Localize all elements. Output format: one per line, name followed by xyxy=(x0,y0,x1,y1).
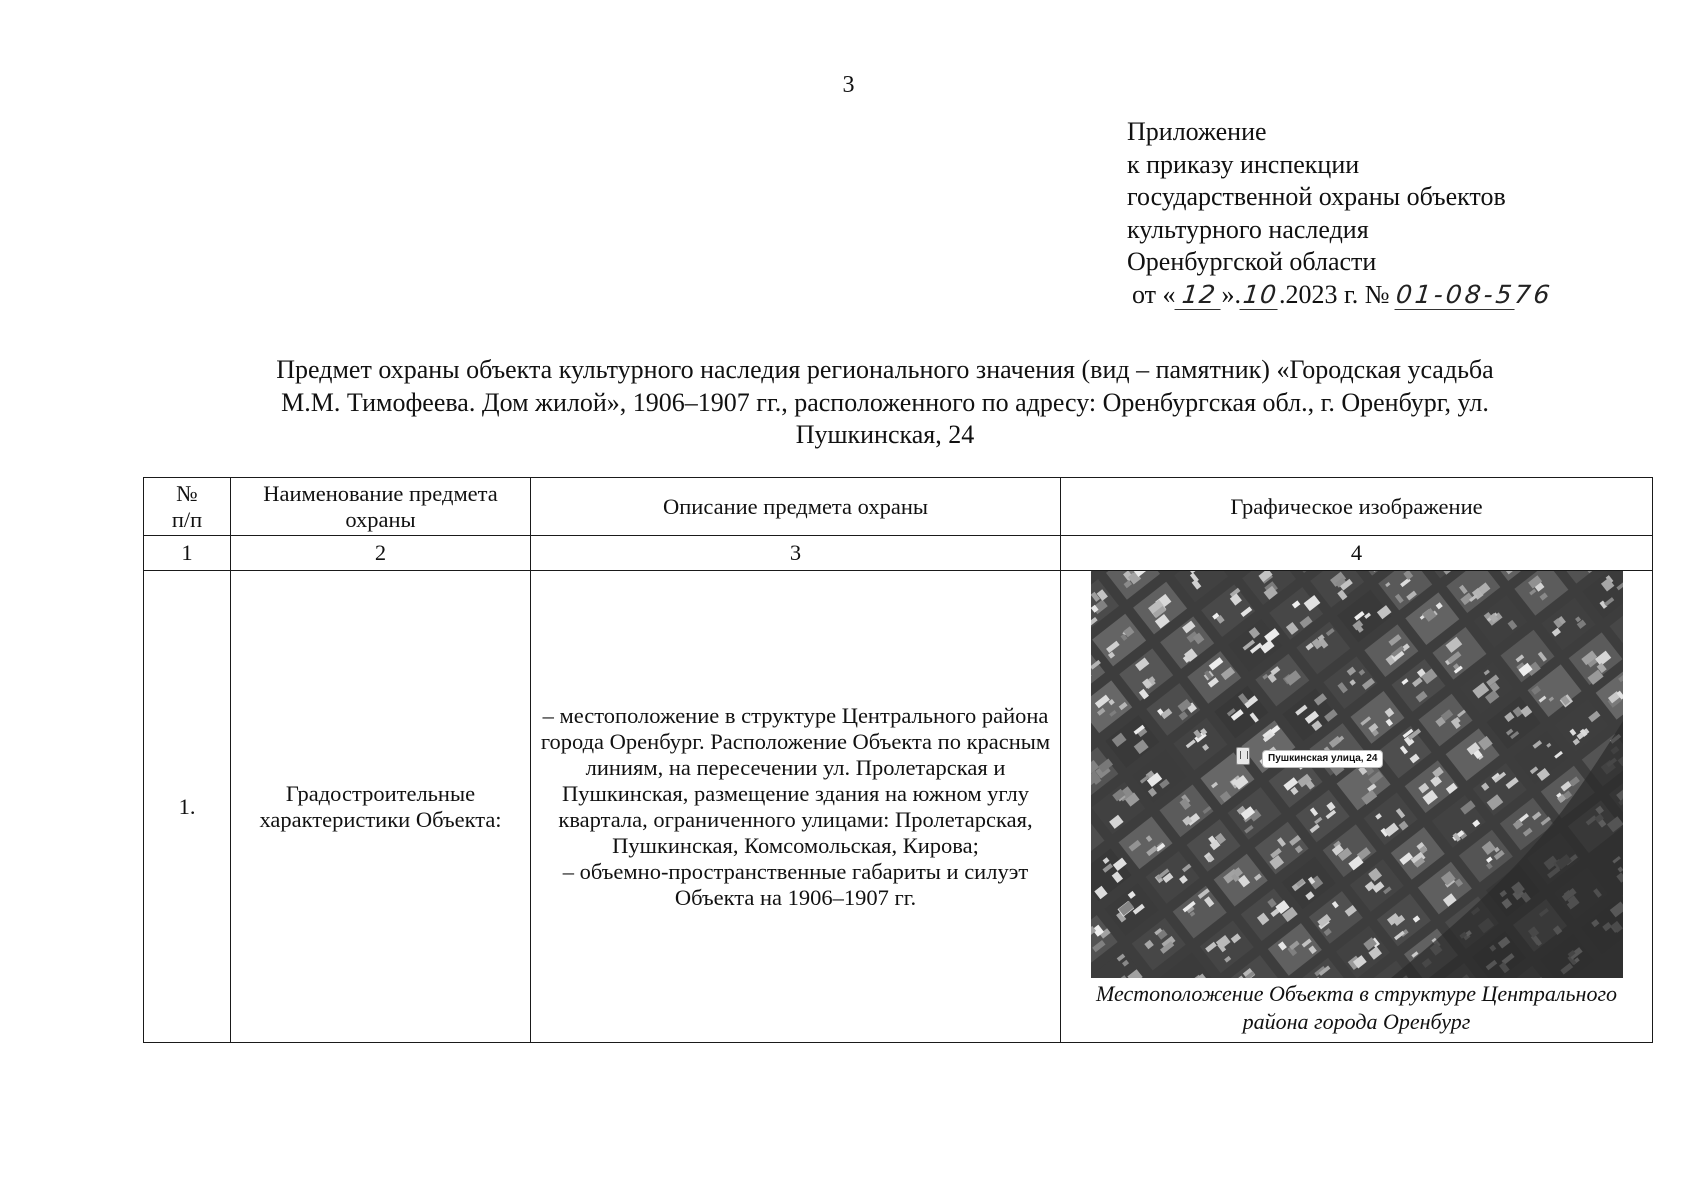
date-prefix: от « xyxy=(1132,279,1176,309)
map-address-label: Пушкинская улица, 24 xyxy=(1262,750,1383,768)
document-title xyxy=(210,354,1560,452)
appendix-line: культурного наследия xyxy=(1127,214,1369,244)
handwritten-order-number: 01-08-576 xyxy=(1394,279,1555,309)
title-line: Пушкинская, 24 xyxy=(795,420,975,449)
table-header-row xyxy=(144,478,1653,536)
description-item: – местоположение в структуре Центрального района города Оренбург. Расположение Объекта по красным линиям, на пересечении ул. Пролетарская и Пушкинская, размещение здания на южном углу квартала, ограниченного улицами: Пролетарская, Пушкинская, Комсомольская, Кирова; xyxy=(540,702,1051,858)
protection-table xyxy=(143,477,1653,1043)
image-caption: Местоположение Объекта в структуре Центрального района города Оренбург xyxy=(1095,981,1618,1034)
protection-subject-name: Градостроительные характеристики Объекта: xyxy=(231,571,531,1043)
header-name: Наименование предмета охраны xyxy=(231,478,531,536)
column-number: 3 xyxy=(531,536,1061,571)
map-texture xyxy=(1091,571,1623,978)
appendix-line: к приказу инспекции xyxy=(1127,149,1360,179)
description-item: – объемно-пространственные габариты и силуэт Объекта на 1906–1907 гг. xyxy=(562,858,1029,910)
appendix-line: Приложение xyxy=(1127,117,1267,146)
header-description: Описание предмета охраны xyxy=(531,478,1061,536)
column-number: 1 xyxy=(144,536,231,571)
date-suffix: .2023 г. № xyxy=(1279,279,1390,309)
row-number: 1. xyxy=(144,571,231,1043)
header-graphic: Графическое изображение xyxy=(1061,478,1653,536)
title-line: Предмет охраны объекта культурного наследия регионального значения (вид – памятник) «Городская усадьба xyxy=(276,355,1494,384)
handwritten-month: 10 xyxy=(1240,281,1281,310)
order-date-line xyxy=(1132,279,1555,312)
appendix-line: Оренбургской области xyxy=(1127,247,1377,276)
date-separator: ». xyxy=(1221,279,1242,309)
title-line: М.М. Тимофеева. Дом жилой», 1906–1907 гг., расположенного по адресу: Оренбургская обл., г. Оренбург, ул. xyxy=(281,387,1489,417)
appendix-line: государственной охраны объектов xyxy=(1127,182,1506,211)
page-number: 3 xyxy=(842,72,855,98)
handwritten-day: 12 xyxy=(1174,281,1223,310)
protection-subject-description xyxy=(531,571,1061,1043)
table-row xyxy=(144,571,1653,1043)
satellite-map-image xyxy=(1091,571,1623,978)
appendix-block xyxy=(1127,116,1555,311)
column-number: 4 xyxy=(1061,536,1653,571)
building-marker-icon xyxy=(1236,747,1250,765)
column-number: 2 xyxy=(231,536,531,571)
header-number: № п/п xyxy=(144,478,231,536)
column-number-row xyxy=(144,536,1653,571)
graphic-cell xyxy=(1061,571,1653,1043)
